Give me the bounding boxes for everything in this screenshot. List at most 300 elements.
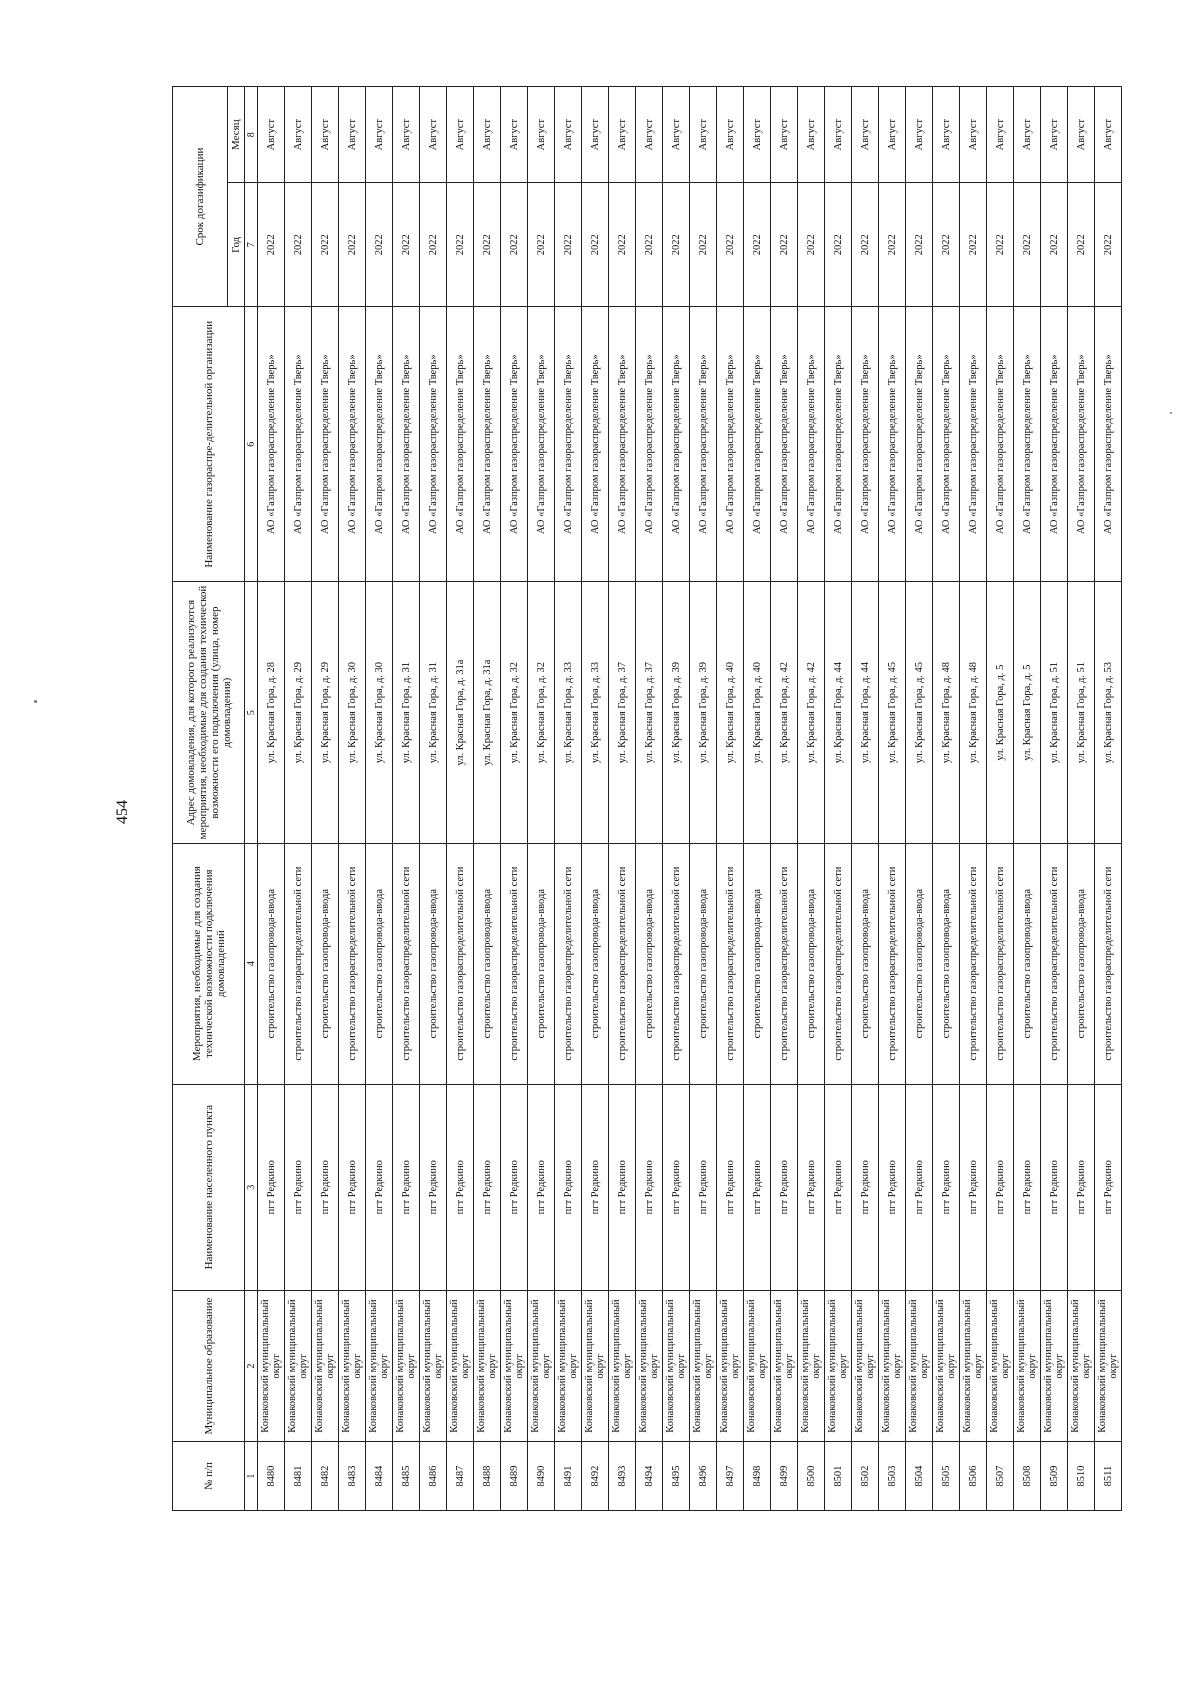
cell-num: 8502: [852, 1442, 879, 1511]
cell-address: ул. Красная Гора, д. 40: [717, 582, 744, 843]
cell-month: Август: [1041, 87, 1068, 183]
cell-measure: строительство газораспределительной сети: [555, 843, 582, 1084]
cell-organization: АО «Газпром газораспределение Тверь»: [825, 307, 852, 582]
table-row: [636, 87, 663, 1511]
cell-year: 2022: [420, 183, 447, 307]
header-measures: Мероприятия, необходимые для создания технической возможности подключения домовладений: [173, 843, 245, 1084]
cell-address: ул. Красная Гора, д. 31а: [474, 582, 501, 843]
cell-year: 2022: [798, 183, 825, 307]
cell-municipality: Конаковский муниципальный округ: [474, 1290, 501, 1441]
cell-settlement: пгт Редкино: [528, 1084, 555, 1290]
cell-municipality: Конаковский муниципальный округ: [582, 1290, 609, 1441]
cell-measure: строительство газопровода-ввода: [798, 843, 825, 1084]
gasification-table: [172, 86, 1122, 1511]
cell-year: 2022: [879, 183, 906, 307]
cell-settlement: пгт Редкино: [474, 1084, 501, 1290]
cell-month: Август: [555, 87, 582, 183]
cell-settlement: пгт Редкино: [447, 1084, 474, 1290]
cell-num: 8494: [636, 1442, 663, 1511]
cell-num: 8505: [933, 1442, 960, 1511]
header-settlement: Наименование населенного пункта: [173, 1084, 245, 1290]
cell-month: Август: [582, 87, 609, 183]
cell-year: 2022: [852, 183, 879, 307]
table-row: [609, 87, 636, 1511]
cell-month: Август: [744, 87, 771, 183]
cell-address: ул. Красная Гора, д. 44: [852, 582, 879, 843]
cell-municipality: Конаковский муниципальный округ: [906, 1290, 933, 1441]
cell-address: ул. Красная Гора, д. 32: [501, 582, 528, 843]
cell-num: 8499: [771, 1442, 798, 1511]
cell-address: ул. Красная Гора, д. 42: [771, 582, 798, 843]
cell-municipality: Конаковский муниципальный округ: [420, 1290, 447, 1441]
cell-municipality: Конаковский муниципальный округ: [528, 1290, 555, 1441]
cell-address: ул. Красная Гора, д. 44: [825, 582, 852, 843]
cell-address: ул. Красная Гора, д. 40: [744, 582, 771, 843]
cell-settlement: пгт Редкино: [285, 1084, 312, 1290]
cell-measure: строительство газопровода-ввода: [1068, 843, 1095, 1084]
cell-num: 8489: [501, 1442, 528, 1511]
table-row: [420, 87, 447, 1511]
cell-organization: АО «Газпром газораспределение Тверь»: [339, 307, 366, 582]
cell-measure: строительство газораспределительной сети: [393, 843, 420, 1084]
column-number: 4: [245, 843, 258, 1084]
cell-year: 2022: [690, 183, 717, 307]
cell-measure: строительство газопровода-ввода: [852, 843, 879, 1084]
cell-month: Август: [663, 87, 690, 183]
cell-municipality: Конаковский муниципальный округ: [879, 1290, 906, 1441]
cell-organization: АО «Газпром газораспределение Тверь»: [771, 307, 798, 582]
cell-settlement: пгт Редкино: [1068, 1084, 1095, 1290]
cell-year: 2022: [663, 183, 690, 307]
cell-address: ул. Красная Гора, д. 5: [1014, 582, 1041, 843]
cell-measure: строительство газопровода-ввода: [312, 843, 339, 1084]
cell-address: ул. Красная Гора, д. 31: [393, 582, 420, 843]
cell-municipality: Конаковский муниципальный округ: [339, 1290, 366, 1441]
cell-year: 2022: [609, 183, 636, 307]
cell-address: ул. Красная Гора, д. 37: [636, 582, 663, 843]
cell-municipality: Конаковский муниципальный округ: [987, 1290, 1014, 1441]
table-row: [339, 87, 366, 1511]
cell-municipality: Конаковский муниципальный округ: [771, 1290, 798, 1441]
column-number: 5: [245, 582, 258, 843]
cell-organization: АО «Газпром газораспределение Тверь»: [663, 307, 690, 582]
cell-settlement: пгт Редкино: [555, 1084, 582, 1290]
cell-settlement: пгт Редкино: [690, 1084, 717, 1290]
cell-municipality: Конаковский муниципальный округ: [447, 1290, 474, 1441]
cell-month: Август: [987, 87, 1014, 183]
cell-measure: строительство газораспределительной сети: [717, 843, 744, 1084]
cell-organization: АО «Газпром газораспределение Тверь»: [528, 307, 555, 582]
cell-num: 8495: [663, 1442, 690, 1511]
cell-month: Август: [879, 87, 906, 183]
cell-month: Август: [258, 87, 285, 183]
cell-address: ул. Красная Гора, д. 30: [366, 582, 393, 843]
cell-organization: АО «Газпром газораспределение Тверь»: [285, 307, 312, 582]
cell-year: 2022: [744, 183, 771, 307]
cell-measure: строительство газопровода-ввода: [474, 843, 501, 1084]
cell-settlement: пгт Редкино: [339, 1084, 366, 1290]
cell-year: 2022: [474, 183, 501, 307]
cell-address: ул. Красная Гора, д. 51: [1041, 582, 1068, 843]
cell-year: 2022: [339, 183, 366, 307]
table-row: [744, 87, 771, 1511]
cell-municipality: Конаковский муниципальный округ: [258, 1290, 285, 1441]
cell-month: Август: [771, 87, 798, 183]
table-row: [1095, 87, 1122, 1511]
cell-municipality: Конаковский муниципальный округ: [285, 1290, 312, 1441]
rotated-table-container: [172, 86, 1200, 1511]
cell-settlement: пгт Редкино: [879, 1084, 906, 1290]
table-row: [879, 87, 906, 1511]
cell-month: Август: [447, 87, 474, 183]
cell-organization: АО «Газпром газораспределение Тверь»: [501, 307, 528, 582]
scan-speck: [34, 700, 37, 703]
cell-address: ул. Красная Гора, д. 32: [528, 582, 555, 843]
cell-organization: АО «Газпром газораспределение Тверь»: [933, 307, 960, 582]
cell-num: 8504: [906, 1442, 933, 1511]
cell-measure: строительство газопровода-ввода: [690, 843, 717, 1084]
cell-num: 8509: [1041, 1442, 1068, 1511]
cell-settlement: пгт Редкино: [312, 1084, 339, 1290]
table-row: [852, 87, 879, 1511]
table-row: [1014, 87, 1041, 1511]
table-row: [528, 87, 555, 1511]
cell-num: 8486: [420, 1442, 447, 1511]
cell-address: ул. Красная Гора, д. 48: [960, 582, 987, 843]
cell-num: 8498: [744, 1442, 771, 1511]
table-row: [987, 87, 1014, 1511]
cell-settlement: пгт Редкино: [771, 1084, 798, 1290]
table-row: [312, 87, 339, 1511]
cell-address: ул. Красная Гора, д. 31: [420, 582, 447, 843]
cell-municipality: Конаковский муниципальный округ: [1095, 1290, 1122, 1441]
cell-year: 2022: [717, 183, 744, 307]
cell-settlement: пгт Редкино: [1095, 1084, 1122, 1290]
cell-year: 2022: [393, 183, 420, 307]
cell-num: 8481: [285, 1442, 312, 1511]
cell-settlement: пгт Редкино: [798, 1084, 825, 1290]
cell-municipality: Конаковский муниципальный округ: [1014, 1290, 1041, 1441]
cell-year: 2022: [636, 183, 663, 307]
cell-settlement: пгт Редкино: [393, 1084, 420, 1290]
cell-settlement: пгт Редкино: [582, 1084, 609, 1290]
cell-address: ул. Красная Гора, д. 51: [1068, 582, 1095, 843]
cell-month: Август: [474, 87, 501, 183]
cell-year: 2022: [1014, 183, 1041, 307]
cell-month: Август: [339, 87, 366, 183]
cell-month: Август: [960, 87, 987, 183]
table-row: [690, 87, 717, 1511]
cell-organization: АО «Газпром газораспределение Тверь»: [690, 307, 717, 582]
cell-num: 8491: [555, 1442, 582, 1511]
column-number: 8: [245, 87, 258, 183]
cell-municipality: Конаковский муниципальный округ: [555, 1290, 582, 1441]
cell-month: Август: [933, 87, 960, 183]
cell-municipality: Конаковский муниципальный округ: [717, 1290, 744, 1441]
cell-address: ул. Красная Гора, д. 45: [879, 582, 906, 843]
cell-address: ул. Красная Гора, д. 5: [987, 582, 1014, 843]
cell-settlement: пгт Редкино: [1041, 1084, 1068, 1290]
cell-num: 8480: [258, 1442, 285, 1511]
cell-municipality: Конаковский муниципальный округ: [636, 1290, 663, 1441]
cell-municipality: Конаковский муниципальный округ: [609, 1290, 636, 1441]
cell-address: ул. Красная Гора, д. 45: [906, 582, 933, 843]
cell-municipality: Конаковский муниципальный округ: [312, 1290, 339, 1441]
cell-measure: строительство газораспределительной сети: [987, 843, 1014, 1084]
cell-organization: АО «Газпром газораспределение Тверь»: [1095, 307, 1122, 582]
cell-organization: АО «Газпром газораспределение Тверь»: [1014, 307, 1041, 582]
table-row: [474, 87, 501, 1511]
column-number: 3: [245, 1084, 258, 1290]
header-month: Месяц: [228, 87, 245, 183]
table-row: [933, 87, 960, 1511]
cell-municipality: Конаковский муниципальный округ: [366, 1290, 393, 1441]
cell-organization: АО «Газпром газораспределение Тверь»: [636, 307, 663, 582]
cell-measure: строительство газораспределительной сети: [447, 843, 474, 1084]
cell-month: Август: [312, 87, 339, 183]
cell-measure: строительство газопровода-ввода: [906, 843, 933, 1084]
table-row: [1041, 87, 1068, 1511]
header-address: Адрес домовладения, для которого реализуются мероприятия, необходимые для создания технической возможности его подключения (улица, номер домовладения): [173, 582, 245, 843]
cell-municipality: Конаковский муниципальный округ: [798, 1290, 825, 1441]
cell-address: ул. Красная Гора, д. 39: [663, 582, 690, 843]
cell-organization: АО «Газпром газораспределение Тверь»: [393, 307, 420, 582]
cell-municipality: Конаковский муниципальный округ: [960, 1290, 987, 1441]
header-deadline: Срок догазификации: [173, 87, 228, 307]
cell-month: Август: [690, 87, 717, 183]
cell-organization: АО «Газпром газораспределение Тверь»: [960, 307, 987, 582]
cell-organization: АО «Газпром газораспределение Тверь»: [582, 307, 609, 582]
table-row: [501, 87, 528, 1511]
cell-year: 2022: [1095, 183, 1122, 307]
cell-settlement: пгт Редкино: [636, 1084, 663, 1290]
cell-measure: строительство газораспределительной сети: [1041, 843, 1068, 1084]
table-row: [555, 87, 582, 1511]
cell-measure: строительство газораспределительной сети: [285, 843, 312, 1084]
cell-measure: строительство газораспределительной сети: [501, 843, 528, 1084]
cell-month: Август: [1095, 87, 1122, 183]
cell-organization: АО «Газпром газораспределение Тверь»: [312, 307, 339, 582]
cell-year: 2022: [1068, 183, 1095, 307]
cell-year: 2022: [501, 183, 528, 307]
column-number: 1: [245, 1442, 258, 1511]
cell-num: 8490: [528, 1442, 555, 1511]
cell-month: Август: [825, 87, 852, 183]
cell-month: Август: [609, 87, 636, 183]
cell-address: ул. Красная Гора, д. 48: [933, 582, 960, 843]
cell-year: 2022: [987, 183, 1014, 307]
cell-organization: АО «Газпром газораспределение Тверь»: [798, 307, 825, 582]
cell-settlement: пгт Редкино: [744, 1084, 771, 1290]
cell-year: 2022: [582, 183, 609, 307]
cell-settlement: пгт Редкино: [825, 1084, 852, 1290]
cell-municipality: Конаковский муниципальный округ: [663, 1290, 690, 1441]
cell-measure: строительство газопровода-ввода: [420, 843, 447, 1084]
table-header: [173, 87, 258, 1511]
cell-year: 2022: [258, 183, 285, 307]
cell-measure: строительство газопровода-ввода: [1014, 843, 1041, 1084]
table-body: [258, 87, 1122, 1511]
cell-num: 8492: [582, 1442, 609, 1511]
table-row: [717, 87, 744, 1511]
cell-year: 2022: [771, 183, 798, 307]
cell-num: 8482: [312, 1442, 339, 1511]
cell-settlement: пгт Редкино: [501, 1084, 528, 1290]
cell-measure: строительство газораспределительной сети: [339, 843, 366, 1084]
cell-year: 2022: [366, 183, 393, 307]
column-number: 6: [245, 307, 258, 582]
cell-settlement: пгт Редкино: [663, 1084, 690, 1290]
cell-measure: строительство газораспределительной сети: [825, 843, 852, 1084]
cell-num: 8507: [987, 1442, 1014, 1511]
table-row: [798, 87, 825, 1511]
cell-month: Август: [393, 87, 420, 183]
cell-year: 2022: [528, 183, 555, 307]
cell-num: 8503: [879, 1442, 906, 1511]
cell-num: 8484: [366, 1442, 393, 1511]
cell-organization: АО «Газпром газораспределение Тверь»: [609, 307, 636, 582]
cell-organization: АО «Газпром газораспределение Тверь»: [717, 307, 744, 582]
header-municipality: Муниципальное образование: [173, 1290, 245, 1441]
cell-settlement: пгт Редкино: [609, 1084, 636, 1290]
cell-organization: АО «Газпром газораспределение Тверь»: [987, 307, 1014, 582]
cell-organization: АО «Газпром газораспределение Тверь»: [852, 307, 879, 582]
cell-year: 2022: [312, 183, 339, 307]
cell-month: Август: [528, 87, 555, 183]
cell-num: 8488: [474, 1442, 501, 1511]
cell-municipality: Конаковский муниципальный округ: [825, 1290, 852, 1441]
scan-speck: [1170, 412, 1172, 414]
cell-num: 8487: [447, 1442, 474, 1511]
cell-month: Август: [366, 87, 393, 183]
cell-address: ул. Красная Гора, д. 42: [798, 582, 825, 843]
cell-num: 8485: [393, 1442, 420, 1511]
header-organization: Наименование газораспре-делительной организации: [173, 307, 245, 582]
table-row: [393, 87, 420, 1511]
cell-settlement: пгт Редкино: [933, 1084, 960, 1290]
cell-year: 2022: [933, 183, 960, 307]
table-row: [366, 87, 393, 1511]
cell-month: Август: [852, 87, 879, 183]
cell-num: 8493: [609, 1442, 636, 1511]
cell-organization: АО «Газпром газораспределение Тверь»: [258, 307, 285, 582]
cell-num: 8508: [1014, 1442, 1041, 1511]
cell-address: ул. Красная Гора, д. 39: [690, 582, 717, 843]
cell-month: Август: [501, 87, 528, 183]
cell-year: 2022: [555, 183, 582, 307]
cell-organization: АО «Газпром газораспределение Тверь»: [1068, 307, 1095, 582]
cell-settlement: пгт Редкино: [1014, 1084, 1041, 1290]
cell-settlement: пгт Редкино: [906, 1084, 933, 1290]
table-row: [960, 87, 987, 1511]
cell-municipality: Конаковский муниципальный округ: [852, 1290, 879, 1441]
cell-num: 8497: [717, 1442, 744, 1511]
cell-address: ул. Красная Гора, д. 53: [1095, 582, 1122, 843]
cell-municipality: Конаковский муниципальный округ: [933, 1290, 960, 1441]
table-row: [771, 87, 798, 1511]
cell-address: ул. Красная Гора, д. 28: [258, 582, 285, 843]
cell-month: Август: [1014, 87, 1041, 183]
cell-num: 8511: [1095, 1442, 1122, 1511]
cell-measure: строительство газораспределительной сети: [1095, 843, 1122, 1084]
cell-organization: АО «Газпром газораспределение Тверь»: [474, 307, 501, 582]
cell-address: ул. Красная Гора, д. 37: [609, 582, 636, 843]
cell-settlement: пгт Редкино: [717, 1084, 744, 1290]
cell-month: Август: [285, 87, 312, 183]
cell-settlement: пгт Редкино: [987, 1084, 1014, 1290]
cell-year: 2022: [960, 183, 987, 307]
cell-measure: строительство газораспределительной сети: [960, 843, 987, 1084]
cell-year: 2022: [825, 183, 852, 307]
cell-address: ул. Красная Гора, д. 30: [339, 582, 366, 843]
column-number: 7: [245, 183, 258, 307]
cell-municipality: Конаковский муниципальный округ: [393, 1290, 420, 1441]
cell-month: Август: [717, 87, 744, 183]
cell-num: 8501: [825, 1442, 852, 1511]
cell-measure: строительство газопровода-ввода: [366, 843, 393, 1084]
header-num: № п/п: [173, 1442, 245, 1511]
table-row: [825, 87, 852, 1511]
cell-measure: строительство газораспределительной сети: [771, 843, 798, 1084]
cell-measure: строительство газопровода-ввода: [528, 843, 555, 1084]
cell-num: 8496: [690, 1442, 717, 1511]
cell-address: ул. Красная Гора, д. 33: [582, 582, 609, 843]
cell-address: ул. Красная Гора, д. 31а: [447, 582, 474, 843]
table-row: [582, 87, 609, 1511]
cell-measure: строительство газопровода-ввода: [933, 843, 960, 1084]
cell-organization: АО «Газпром газораспределение Тверь»: [447, 307, 474, 582]
cell-settlement: пгт Редкино: [366, 1084, 393, 1290]
cell-month: Август: [636, 87, 663, 183]
table-row: [447, 87, 474, 1511]
cell-measure: строительство газопровода-ввода: [258, 843, 285, 1084]
cell-measure: строительство газораспределительной сети: [879, 843, 906, 1084]
table-row: [1068, 87, 1095, 1511]
cell-settlement: пгт Редкино: [960, 1084, 987, 1290]
cell-year: 2022: [447, 183, 474, 307]
cell-measure: строительство газопровода-ввода: [636, 843, 663, 1084]
cell-num: 8510: [1068, 1442, 1095, 1511]
cell-organization: АО «Газпром газораспределение Тверь»: [366, 307, 393, 582]
cell-municipality: Конаковский муниципальный округ: [744, 1290, 771, 1441]
table-row: [258, 87, 285, 1511]
cell-month: Август: [1068, 87, 1095, 183]
header-year: Год: [228, 183, 245, 307]
cell-municipality: Конаковский муниципальный округ: [690, 1290, 717, 1441]
cell-organization: АО «Газпром газораспределение Тверь»: [1041, 307, 1068, 582]
cell-settlement: пгт Редкино: [420, 1084, 447, 1290]
cell-num: 8500: [798, 1442, 825, 1511]
table-row: [285, 87, 312, 1511]
cell-organization: АО «Газпром газораспределение Тверь»: [555, 307, 582, 582]
cell-address: ул. Красная Гора, д. 29: [312, 582, 339, 843]
cell-year: 2022: [285, 183, 312, 307]
cell-measure: строительство газораспределительной сети: [663, 843, 690, 1084]
cell-measure: строительство газопровода-ввода: [582, 843, 609, 1084]
cell-municipality: Конаковский муниципальный округ: [501, 1290, 528, 1441]
cell-month: Август: [420, 87, 447, 183]
cell-municipality: Конаковский муниципальный округ: [1041, 1290, 1068, 1441]
page-number: 454: [114, 800, 131, 824]
cell-year: 2022: [1041, 183, 1068, 307]
cell-month: Август: [906, 87, 933, 183]
cell-year: 2022: [906, 183, 933, 307]
cell-num: 8506: [960, 1442, 987, 1511]
cell-address: ул. Красная Гора, д. 29: [285, 582, 312, 843]
cell-organization: АО «Газпром газораспределение Тверь»: [906, 307, 933, 582]
cell-month: Август: [798, 87, 825, 183]
cell-organization: АО «Газпром газораспределение Тверь»: [744, 307, 771, 582]
